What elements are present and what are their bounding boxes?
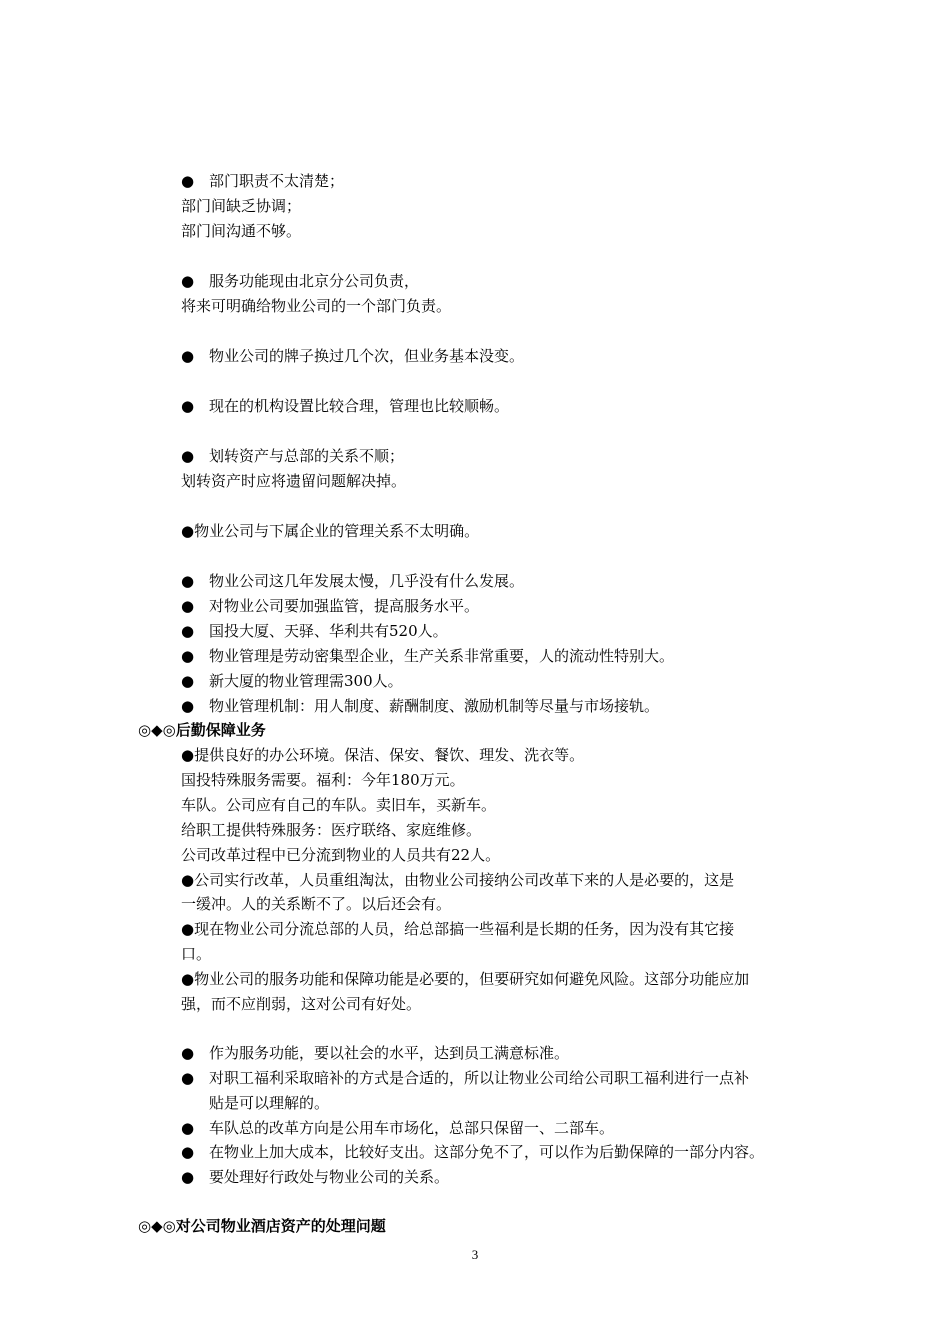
bullet-icon: ● [181,1069,195,1087]
bullet-icon: ● [181,397,195,415]
bullet-icon: ● [181,647,195,665]
list-item: ● 对职工福利采取暗补的方式是合适的，所以让物业公司给公司职工福利进行一点补 [181,1069,750,1087]
text-line: 服务功能现由北京分公司负责， [209,272,420,290]
list-item: ● 车队总的改革方向是公用车市场化，总部只保留一、二部车。 [181,1119,615,1137]
list-item: ● 作为服务功能，要以社会的水平，达到员工满意标准。 [181,1044,570,1062]
bullet-icon: ● [181,1044,195,1062]
text-line: 部门间沟通不够。 [181,222,302,240]
bullet-icon: ● [181,347,195,365]
text-line: 国投特殊服务需要。福利：今年180万元。 [181,771,465,789]
list-item: ● 在物业上加大成本，比较好支出。这部分免不了，可以作为后勤保障的一部分内容。 [181,1143,765,1161]
text-line: 物业公司的牌子换过几个次，但业务基本没变。 [209,347,525,365]
bullet-item [181,271,419,291]
text-line: 口。 [181,945,212,963]
text-line: 一缓冲。人的关系断不了。以后还会有。 [181,895,452,913]
bullet-icon: ● [181,1143,195,1161]
list-item: ● 对物业公司要加强监管，提高服务水平。 [181,597,480,615]
list-item: ● 物业管理是劳动密集型企业，生产关系非常重要，人的流动性特别大。 [181,647,675,665]
bullet-icon: ● [181,172,195,190]
bullet-icon: ● [181,447,195,465]
bullet-icon: ● [181,622,195,640]
bullet-item [181,396,509,416]
list-item: ● 物业公司这几年发展太慢，几乎没有什么发展。 [181,572,525,590]
text-line: 部门职责不太清楚； [209,172,345,190]
bullet-icon: ● [181,572,195,590]
text-line: ●物业公司的服务功能和保障功能是必要的，但要研究如何避免风险。这部分功能应加 [181,970,750,988]
text-line: 车队。公司应有自己的车队。卖旧车，买新车。 [181,796,497,814]
text-line: ●现在物业公司分流总部的人员，给总部搞一些福利是长期的任务，因为没有其它接 [181,920,735,938]
bullet-icon: ● [181,1119,195,1137]
bullet-icon: ● [181,597,195,615]
text-line: 现在的机构设置比较合理，管理也比较顺畅。 [209,397,510,415]
text-line: 划转资产时应将遗留问题解决掉。 [181,472,407,490]
bullet-item [181,346,524,366]
list-item: ● 国投大厦、天驿、华利共有520人。 [181,622,448,640]
text-line: 将来可明确给物业公司的一个部门负责。 [181,297,452,315]
section-heading: ◎◆◎对公司物业酒店资产的处理问题 [138,1217,386,1235]
bullet-item [181,171,344,191]
text-line: ●物业公司与下属企业的管理关系不太明确。 [181,522,480,540]
text-line: 部门间缺乏协调； [181,197,302,215]
text-line: 贴是可以理解的。 [209,1094,330,1112]
bullet-icon: ● [181,272,195,290]
bullet-icon: ● [181,697,195,715]
text-line: ●提供良好的办公环境。保洁、保安、餐饮、理发、洗衣等。 [181,746,585,764]
bullet-icon: ● [181,1168,195,1186]
list-item: ● 新大厦的物业管理需300人。 [181,672,403,690]
text-line: 公司改革过程中已分流到物业的人员共有22人。 [181,846,501,864]
list-item: ● 物业管理机制：用人制度、薪酬制度、激励机制等尽量与市场接轨。 [181,697,660,715]
text-line: 给职工提供特殊服务：医疗联络、家庭维修。 [181,821,482,839]
text-line: 强，而不应削弱，这对公司有好处。 [181,995,422,1013]
list-item: ● 要处理好行政处与物业公司的关系。 [181,1168,450,1186]
section-heading: ◎◆◎后勤保障业务 [138,721,266,739]
page-number: 3 [471,1247,479,1262]
text-line: ●公司实行改革，人员重组淘汰，由物业公司接纳公司改革下来的人是必要的，这是 [181,871,735,889]
bullet-item [181,446,404,466]
text-line: 划转资产与总部的关系不顺； [209,447,405,465]
bullet-icon: ● [181,672,195,690]
